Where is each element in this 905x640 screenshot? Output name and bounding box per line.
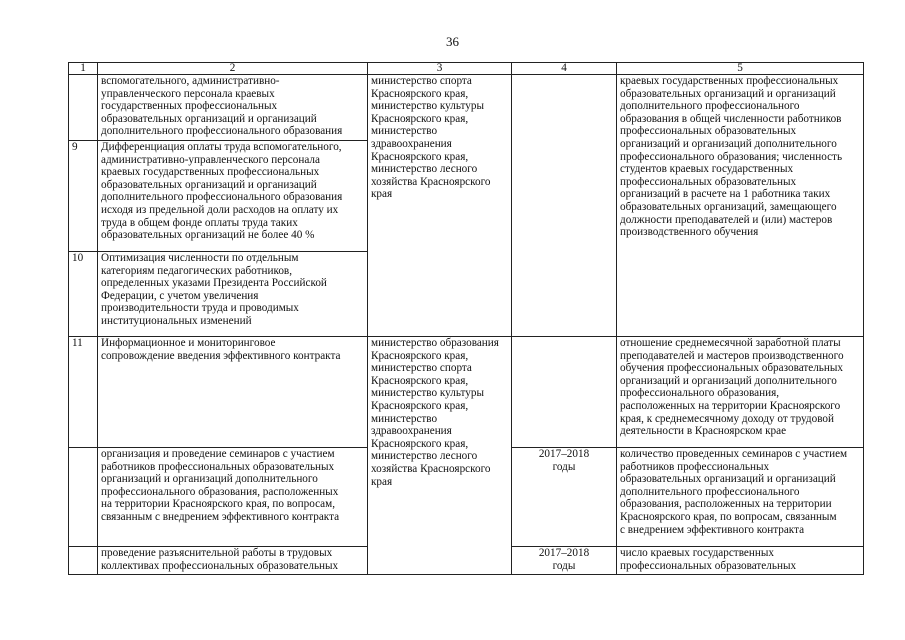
- measure-text: проведение разъяснительной работы в трудовых коллективах профессиональных образовательных: [98, 547, 368, 575]
- measure-text: Информационное и мониторинговое сопровождение введения эффективного контракта: [98, 337, 368, 448]
- header-row: [69, 63, 864, 75]
- page-number: 36: [446, 34, 459, 49]
- measure-text: организация и проведение семинаров с участием работников профессиональных образовательных организаций и организаций дополнительного профессионального образования, расположенных на территории Красноярского края, по вопросам, связанным с внедрением эффективного контракта: [98, 448, 368, 547]
- deadline-cell: 2017–2018 годы: [512, 547, 617, 575]
- deadline-cell: [512, 75, 617, 337]
- table-row: [69, 337, 864, 448]
- measure-text: Дифференциация оплаты труда вспомогательного, административно-управленческого персонала краевых государственных профессиональных образовательных организаций и организаций дополнительного профессионального образования исходя из предельной доли расходов на оплату их труда в общем фонде оплаты труда таких образовательных организаций не более 40 %: [98, 141, 368, 252]
- indicator-text: краевых государственных профессиональных образовательных организаций и организаций дополнительного профессионального образования в общей численности работников профессиональных образовательных организаций и организаций дополнительного профессионального образования; численность студентов краевых государственных профессиональных образовательных организаций в расчете на 1 работника таких образовательных организаций, замещающего должности преподавателей и (или) мастеров производственного обучения: [617, 75, 864, 337]
- row-number: 11: [69, 337, 98, 448]
- header-col-3: 3: [368, 63, 512, 75]
- row-number: 9: [69, 141, 98, 252]
- row-number: [69, 547, 98, 575]
- measure-text: Оптимизация численности по отдельным категориям педагогических работников, определенных указами Президента Российской Федерации, с учетом увеличения производительности труда и проводимых институциональных изменений: [98, 252, 368, 337]
- responsible-ministries: министерство спорта Красноярского края, министерство культуры Красноярского края, министерство здравоохранения Красноярского края, министерство лесного хозяйства Красноярского края: [368, 75, 512, 337]
- table-row: [69, 75, 864, 141]
- row-number: [69, 448, 98, 547]
- header-col-2: 2: [98, 63, 368, 75]
- header-col-1: 1: [69, 63, 98, 75]
- indicator-text: число краевых государственных профессиональных образовательных: [617, 547, 864, 575]
- row-number: 10: [69, 252, 98, 337]
- header-col-4: 4: [512, 63, 617, 75]
- header-col-5: 5: [617, 63, 864, 75]
- measure-text: вспомогательного, административно- управленческого персонала краевых государственных профессиональных образовательных организаций и организаций дополнительного профессионального образования: [98, 75, 368, 141]
- indicator-text: количество проведенных семинаров с участием работников профессиональных образовательных организаций и организаций дополнительного профессионального образования, расположенных на территории Красноярского края, по вопросам, связанным с внедрением эффективного контракта: [617, 448, 864, 547]
- indicator-text: отношение среднемесячной заработной платы преподавателей и мастеров производственного обучения профессиональных образовательных организаций и организаций дополнительного профессионального образования, расположенных на территории Красноярского края, к среднемесячному доходу от трудовой деятельности в Красноярском крае: [617, 337, 864, 448]
- responsible-ministries: министерство образования Красноярского края, министерство спорта Красноярского края, министерство культуры Красноярского края, министерство здравоохранения Красноярского края, министерство лесного хозяйства Красноярского края: [368, 337, 512, 575]
- row-number: [69, 75, 98, 141]
- deadline-cell: 2017–2018 годы: [512, 448, 617, 547]
- deadline-cell: [512, 337, 617, 448]
- measures-table: [68, 62, 864, 575]
